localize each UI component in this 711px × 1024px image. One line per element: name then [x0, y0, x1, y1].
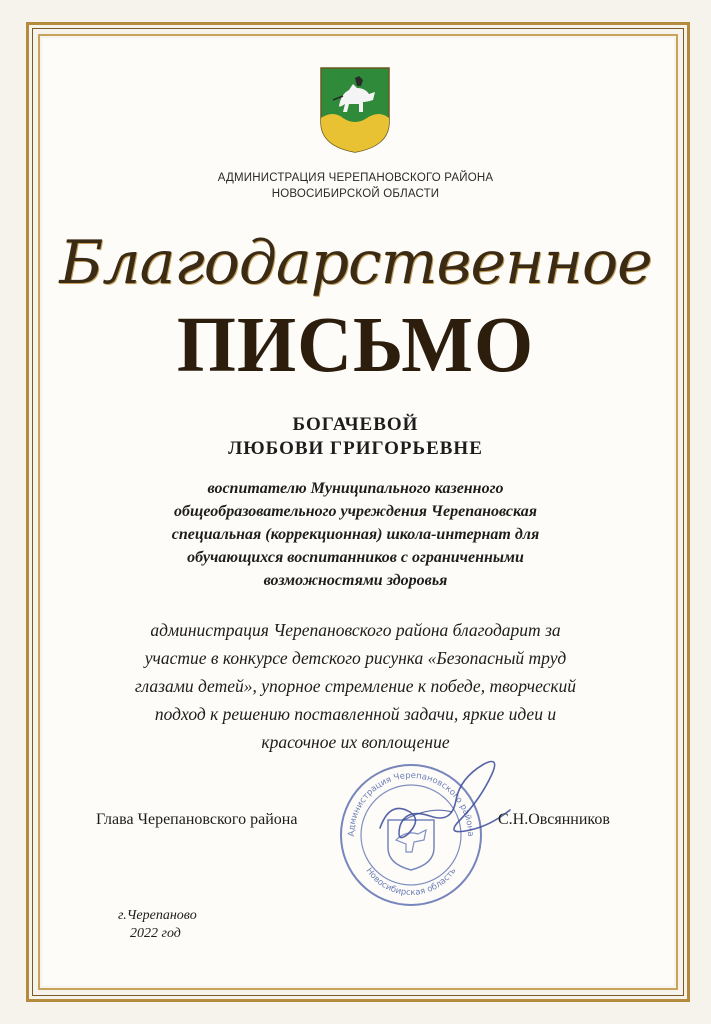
handwritten-signature-icon	[360, 750, 520, 860]
stamp-text-top: Администрация Черепановского района	[346, 770, 476, 837]
place-name: г.Черепаново	[118, 908, 197, 923]
signatory-name: С.Н.Овсянников	[498, 811, 610, 828]
issuer-line-2: НОВОСИБИРСКОЙ ОБЛАСТИ	[271, 188, 440, 200]
body-line: красочное их воплощение	[261, 732, 450, 752]
body-line: подход к решению поставленной задачи, яркие идеи и	[154, 704, 557, 724]
position-line: воспитателю Муниципального казенного	[207, 480, 504, 497]
place-and-date	[118, 907, 197, 943]
body-line: участие в конкурсе детского рисунка «Безопасный труд	[144, 648, 567, 668]
position-line: обучающихся воспитанников с ограниченными	[187, 549, 524, 566]
recipient-name: ЛЮБОВИ ГРИГОРЬЕВНЕ	[228, 438, 483, 459]
position-line: специальная (коррекционная) школа-интернат для	[171, 526, 540, 543]
title-main: ПИСЬМО	[176, 300, 535, 390]
body-line: администрация Черепановского района благодарит за	[150, 620, 561, 640]
stamp-text-bottom: Новосибирская область	[363, 866, 459, 899]
coat-of-arms-icon	[319, 66, 391, 154]
title-script: Благодарственное	[59, 228, 652, 298]
position-line: общеобразовательного учреждения Черепановская	[174, 503, 537, 520]
body-line: глазами детей», упорное стремление к победе, творческий	[134, 676, 577, 696]
svg-text:Новосибирская область	[364, 866, 459, 898]
position-line: возможностями здоровья	[263, 572, 448, 589]
recipient-surname: БОГАЧЕВОЙ	[292, 414, 419, 435]
issue-year: 2022 год	[130, 926, 181, 941]
issuer-line-1: АДМИНИСТРАЦИЯ ЧЕРЕПАНОВСКОГО РАЙОНА	[217, 172, 494, 184]
signatory-role: Глава Черепановского района	[96, 811, 298, 828]
